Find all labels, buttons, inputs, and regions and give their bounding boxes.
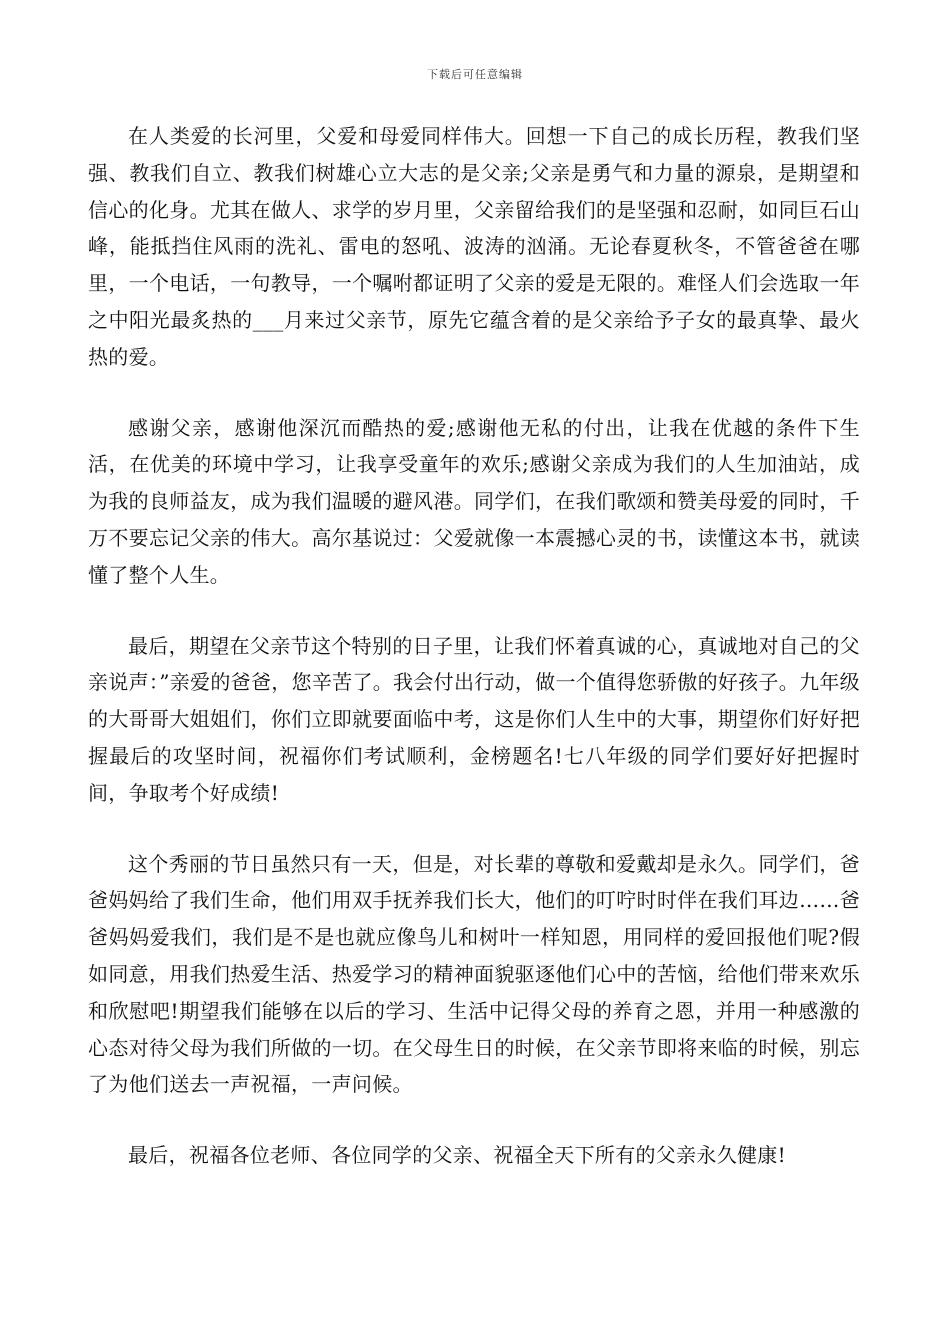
paragraph-3: 最后，期望在父亲节这个特别的日子里，让我们怀着真诚的心，真诚地对自己的父亲说声：”亲爱的爸爸，您辛苦了。我会付出行动，做一个值得您骄傲的好孩子。九年级的大哥哥大姐姐们，你们立即就要面临中考，这是你们人生中的大事，期望你们好好把握最后的攻坚时间，祝福你们考试顺利，金榜题名!七八年级的同学们要好好把握时间，争取考个好成绩! bbox=[88, 633, 860, 805]
document-body bbox=[88, 118, 860, 1174]
paragraph-1: 在人类爱的长河里，父爱和母爱同样伟大。回想一下自己的成长历程，教我们坚强、教我们自立、教我们树雄心立大志的是父亲;父亲是勇气和力量的源泉，是期望和信心的化身。尤其在做人、求学的岁月里，父亲留给我们的是坚强和忍耐，如同巨石山峰，能抵挡住风雨的洗礼、雷电的怒吼、波涛的汹涌。无论春夏秋冬，不管爸爸在哪里，一个电话，一句教导，一个嘱咐都证明了父亲的爱是无限的。难怪人们会选取一年之中阳光最炙热的___月来过父亲节，原先它蕴含着的是父亲给予子女的最真挚、最火热的爱。 bbox=[88, 124, 860, 369]
header-note: 下载后可任意编辑 bbox=[427, 68, 523, 81]
paragraph-2: 感谢父亲，感谢他深沉而酷热的爱;感谢他无私的付出，让我在优越的条件下生活，在优美的环境中学习，让我享受童年的欢乐;感谢父亲成为我们的人生加油站，成为我的良师益友，成为我们温暖的避风港。同学们，在我们歌颂和赞美母爱的同时，千万不要忘记父亲的伟大。高尔基说过：父爱就像一本震撼心灵的书，读懂这本书，就读懂了整个人生。 bbox=[88, 415, 860, 587]
paragraph-4: 这个秀丽的节日虽然只有一天，但是，对长辈的尊敬和爱戴却是永久。同学们，爸爸妈妈给了我们生命，他们用双手抚养我们长大，他们的叮咛时时伴在我们耳边……爸爸妈妈爱我们，我们是不是也就应像鸟儿和树叶一样知恩，用同样的爱回报他们呢?假如同意，用我们热爱生活、热爱学习的精神面貌驱逐他们心中的苦恼，给他们带来欢乐和欣慰吧!期望我们能够在以后的学习、生活中记得父母的养育之恩，并用一种感激的心态对待父母为我们所做的一切。在父母生日的时候，在父亲节即将来临的时候，别忘了为他们送去一声祝福，一声问候。 bbox=[88, 851, 860, 1097]
paragraph-5: 最后，祝福各位老师、各位同学的父亲、祝福全天下所有的父亲永久健康! bbox=[128, 1143, 786, 1168]
